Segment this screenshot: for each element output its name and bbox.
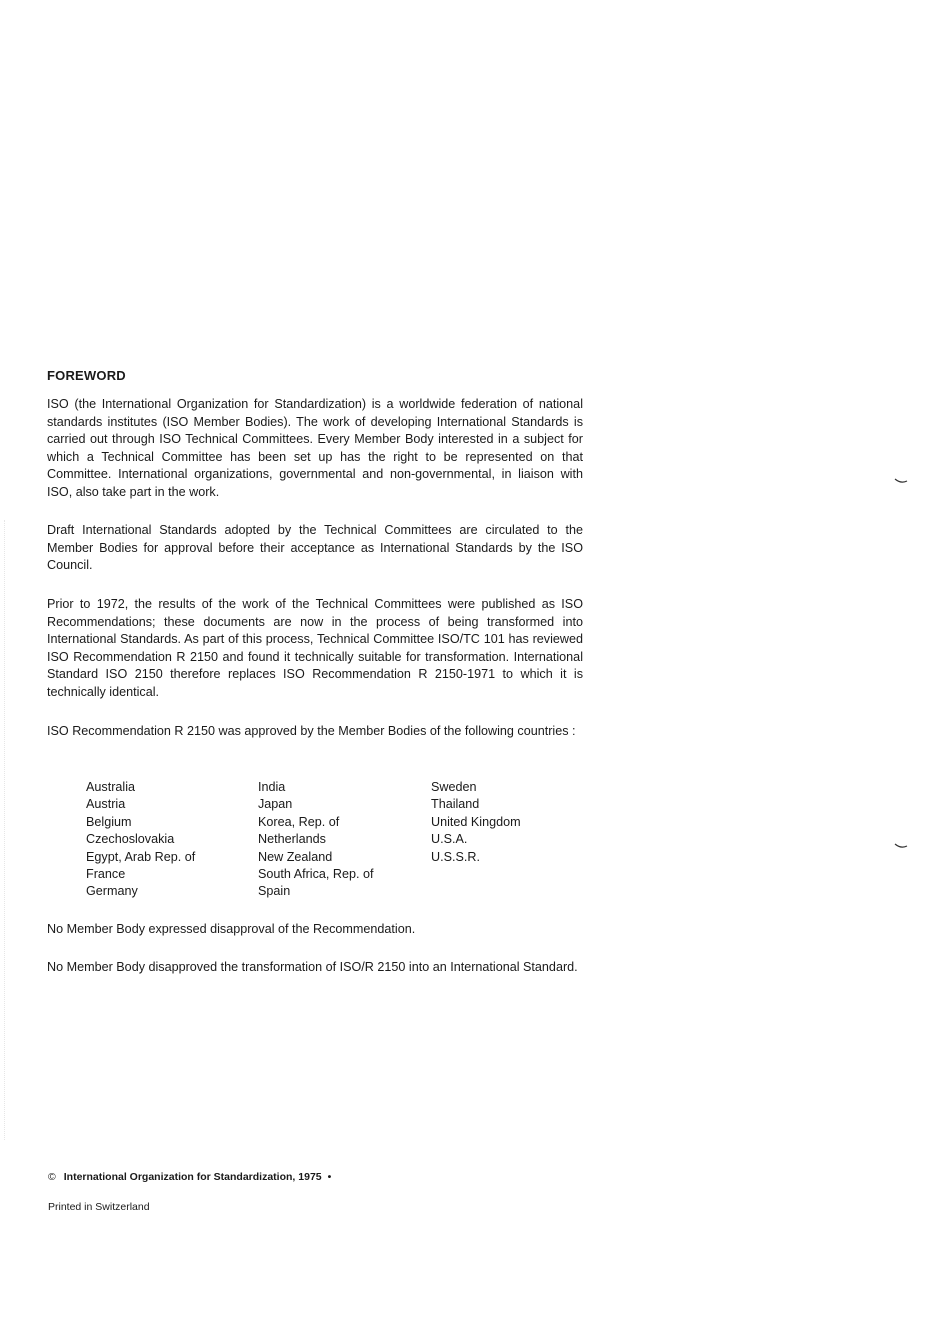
country-item: Germany xyxy=(86,884,138,899)
country-item: Thailand xyxy=(431,797,480,812)
paragraph-no-transformation-objection: No Member Body disapproved the transformation of ISO/R 2150 into an International Standard. xyxy=(47,960,578,974)
country-item: France xyxy=(86,867,126,882)
scan-edge-artifact xyxy=(4,520,7,1140)
country-item: Austria xyxy=(86,797,126,812)
country-list-column-3 xyxy=(431,779,521,866)
foreword-heading: FOREWORD xyxy=(47,368,126,383)
country-item: Sweden xyxy=(431,780,477,794)
paragraph-iso-intro: ISO (the International Organization for Standardization) is a worldwide federation of national standards institutes (ISO Member Bodies). The work of developing International Standards is carried out through ISO Technical Committees. Every Member Body interested in a subject for which a Technical Committee has been set up has the right to be represented on that Committee. International organizations, governmental and non-governmental, in liaison with ISO, also take part in the work. xyxy=(47,397,583,499)
country-list-column-2 xyxy=(258,779,374,901)
margin-tick-icon xyxy=(894,843,908,849)
country-item: Australia xyxy=(86,780,135,794)
paragraph-draft-standards: Draft International Standards adopted by the Technical Committees are circulated to the Member Bodies for approval before their acceptance as International Standards by the ISO Council. xyxy=(47,523,583,573)
country-item: Japan xyxy=(258,797,293,812)
country-item: Korea, Rep. of xyxy=(258,814,340,829)
copyright-symbol: © xyxy=(48,1171,56,1183)
paragraph-approval: ISO Recommendation R 2150 was approved by the Member Bodies of the following countries : xyxy=(47,724,576,738)
margin-tick-icon xyxy=(894,478,908,484)
bullet-icon: • xyxy=(327,1171,332,1183)
country-item: Spain xyxy=(258,884,291,899)
country-item: Czechoslovakia xyxy=(86,832,175,847)
paragraph-no-disapproval: No Member Body expressed disapproval of the Recommendation. xyxy=(47,922,416,936)
copyright-line xyxy=(48,1171,331,1183)
country-item: United Kingdom xyxy=(431,814,521,829)
country-item: U.S.S.R. xyxy=(431,849,480,864)
copyright-text: International Organization for Standardization, 1975 xyxy=(63,1171,322,1183)
country-item: Egypt, Arab Rep. of xyxy=(86,849,196,864)
country-item: U.S.A. xyxy=(431,832,468,847)
country-item: Belgium xyxy=(86,814,132,829)
country-list-column-1 xyxy=(86,779,195,901)
country-item: India xyxy=(258,780,286,794)
printed-location: Printed in Switzerland xyxy=(48,1201,150,1213)
country-item: New Zealand xyxy=(258,849,333,864)
country-item: South Africa, Rep. of xyxy=(258,867,374,882)
paragraph-transformation: Prior to 1972, the results of the work of the Technical Committees were published as ISO Recommendations; these documents are now in the process of being transformed into International Standards. As part of this process, Technical Committee ISO/TC 101 has reviewed ISO Recommendation R 2150 and found it technically suitable for transformation. International Standard ISO 2150 therefore replaces ISO Recommendation R 2150-1971 to which it is technically identical. xyxy=(47,597,583,699)
country-item: Netherlands xyxy=(258,832,326,847)
